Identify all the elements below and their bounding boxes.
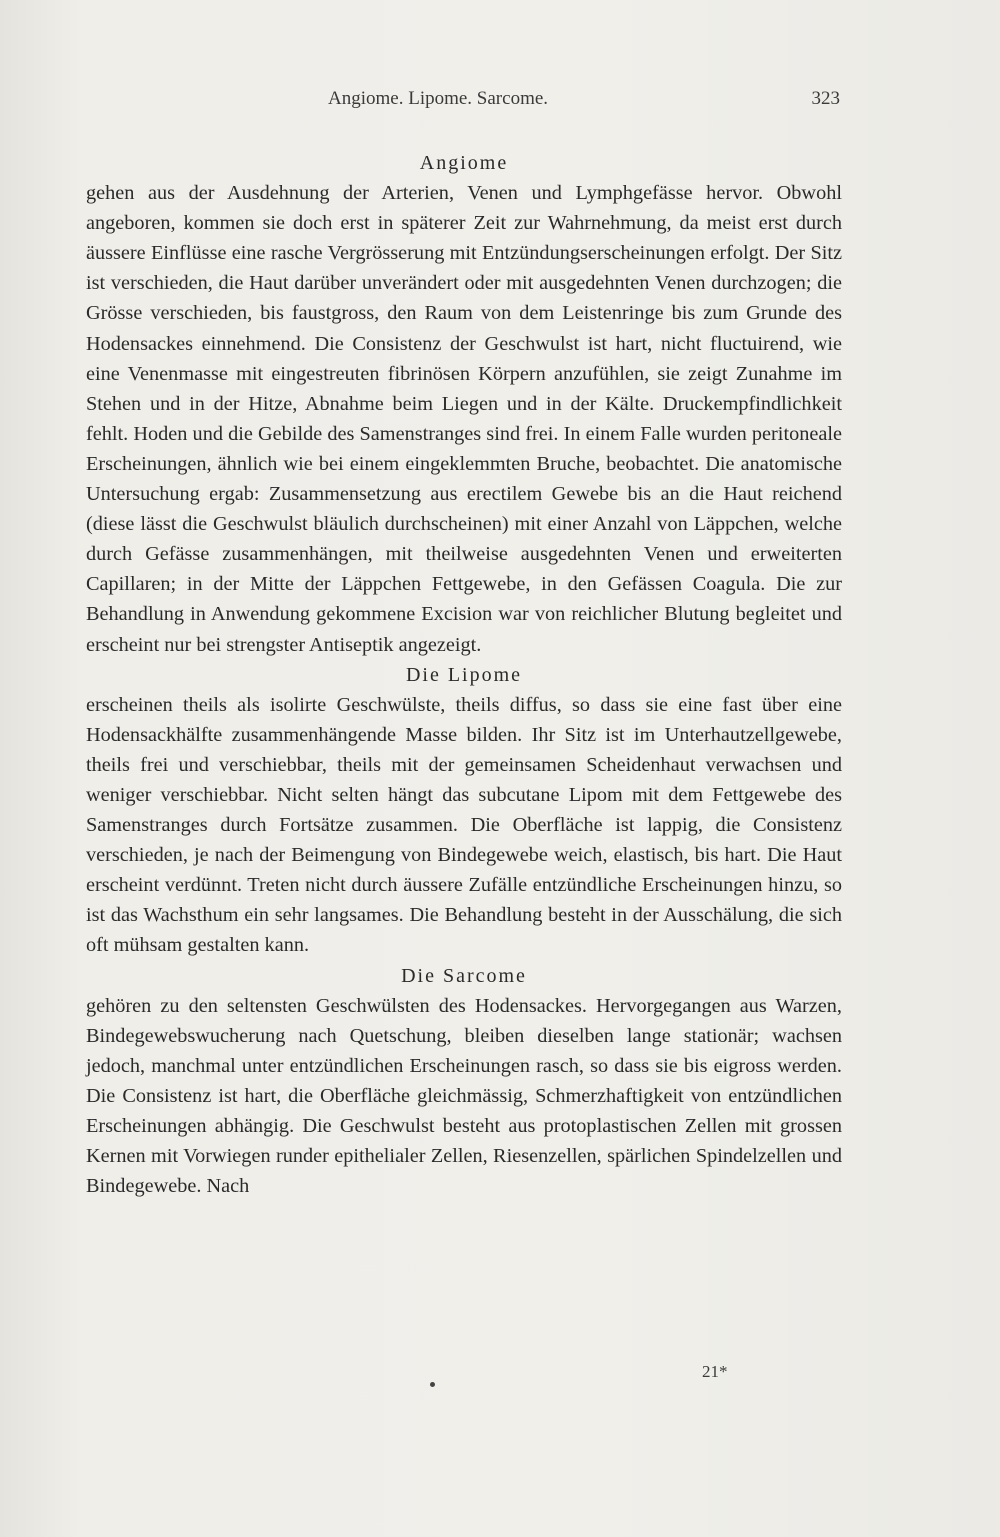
print-dot [430,1382,435,1387]
section-heading-angiome: Angiome [419,152,509,174]
signature-mark: 21* [702,1362,728,1381]
page-number: 323 [811,88,840,109]
section-heading-sarcome: Die Sarcome [401,964,527,987]
running-title: Angiome. Lipome. Sarcome. [328,88,549,109]
page-header [88,88,840,114]
section-heading-lipome: Die Lipome [405,663,523,686]
paragraph-lipome: erscheinen theils als isolirte Geschwülste, theils diffus, so dass sie eine fast über eine Hodensackhälfte zusammenhängende Masse bilden. Ihr Sitz ist im Unterhautzellgewebe, theils frei und verschiebbar, theils mit der gemeinsamen Scheidenhaut verwachsen und weniger verschiebbar. Nicht selten hängt das subcutane Lipom mit dem Fettgewebe des Samenstranges durch Fortsätze zusammen. Die Oberfläche ist lappig, die Consistenz verschieden, je nach der Beimengung von Bindegewebe weich, elastisch, bis hart. Die Haut erscheint verdünnt. Treten nicht durch äussere Zufälle entzündliche Erscheinungen hinzu, so ist das Wachsthum ein sehr langsames. Die Behandlung besteht in der Ausschälung, die sich oft mühsam gestalten kann. [86,693,842,957]
paragraph-sarcome: gehören zu den seltensten Geschwülsten des Hodensackes. Hervorgegangen aus Warzen, Bindegewebswucherung nach Quetschung, bleiben dieselben lange stationär; wachsen jedoch, manchmal unter entzündlichen Erscheinungen rasch, so dass sie bis eigross werden. Die Consistenz ist hart, die Oberfläche gleichmässig, Schmerzhaftigkeit von entzündlichen Erscheinungen abhängig. Die Geschwulst besteht aus protoplastischen Zellen mit grossen Kernen mit Vorwiegen runder epithelialer Zellen, Riesenzellen, spärlichen Spindelzellen und Bindegewebe. Nach [86,994,842,1198]
body-text [86,148,842,1201]
paragraph-angiome: gehen aus der Ausdehnung der Arterien, Venen und Lymphgefässe hervor. Obwohl angeboren, kommen sie doch erst in späterer Zeit zur Wahrnehmung, da meist erst durch äussere Einflüsse eine rasche Vergrösserung mit Entzündungserscheinungen erfolgt. Der Sitz ist verschieden, die Haut darüber unverändert oder mit ausgedehnten Venen durchzogen; die Grösse verschieden, bis faustgross, den Raum von dem Leistenringe bis zum Grunde des Hodensackes einnehmend. Die Consistenz der Geschwulst ist hart, nicht fluctuirend, wie eine Venenmasse mit eingestreuten fibrinösen Körpern anzufühlen, sie zeigt Zunahme im Stehen und in der Hitze, Abnahme beim Liegen und in der Kälte. Druckempfindlichkeit fehlt. Hoden und die Gebilde des Samenstranges sind frei. In einem Falle wurden peritoneale Erscheinungen, ähnlich wie bei einem eingeklemmten Bruche, beobachtet. Die anatomische Untersuchung ergab: Zusammensetzung aus erectilem Gewebe bis an die Haut reichend (diese lässt die Geschwulst bläulich durchscheinen) mit einer Anzahl von Läppchen, welche durch Gefässe zusammenhängen, mit theilweise ausgedehnten Venen und erweiterten Capillaren; in der Mitte der Läppchen Fettgewebe, in den Gefässen Coagula. Die zur Behandlung in Anwendung gekommene Excision war von reichlicher Blutung begleitet und erscheint nur bei strengster Antiseptik angezeigt. [86,182,842,656]
